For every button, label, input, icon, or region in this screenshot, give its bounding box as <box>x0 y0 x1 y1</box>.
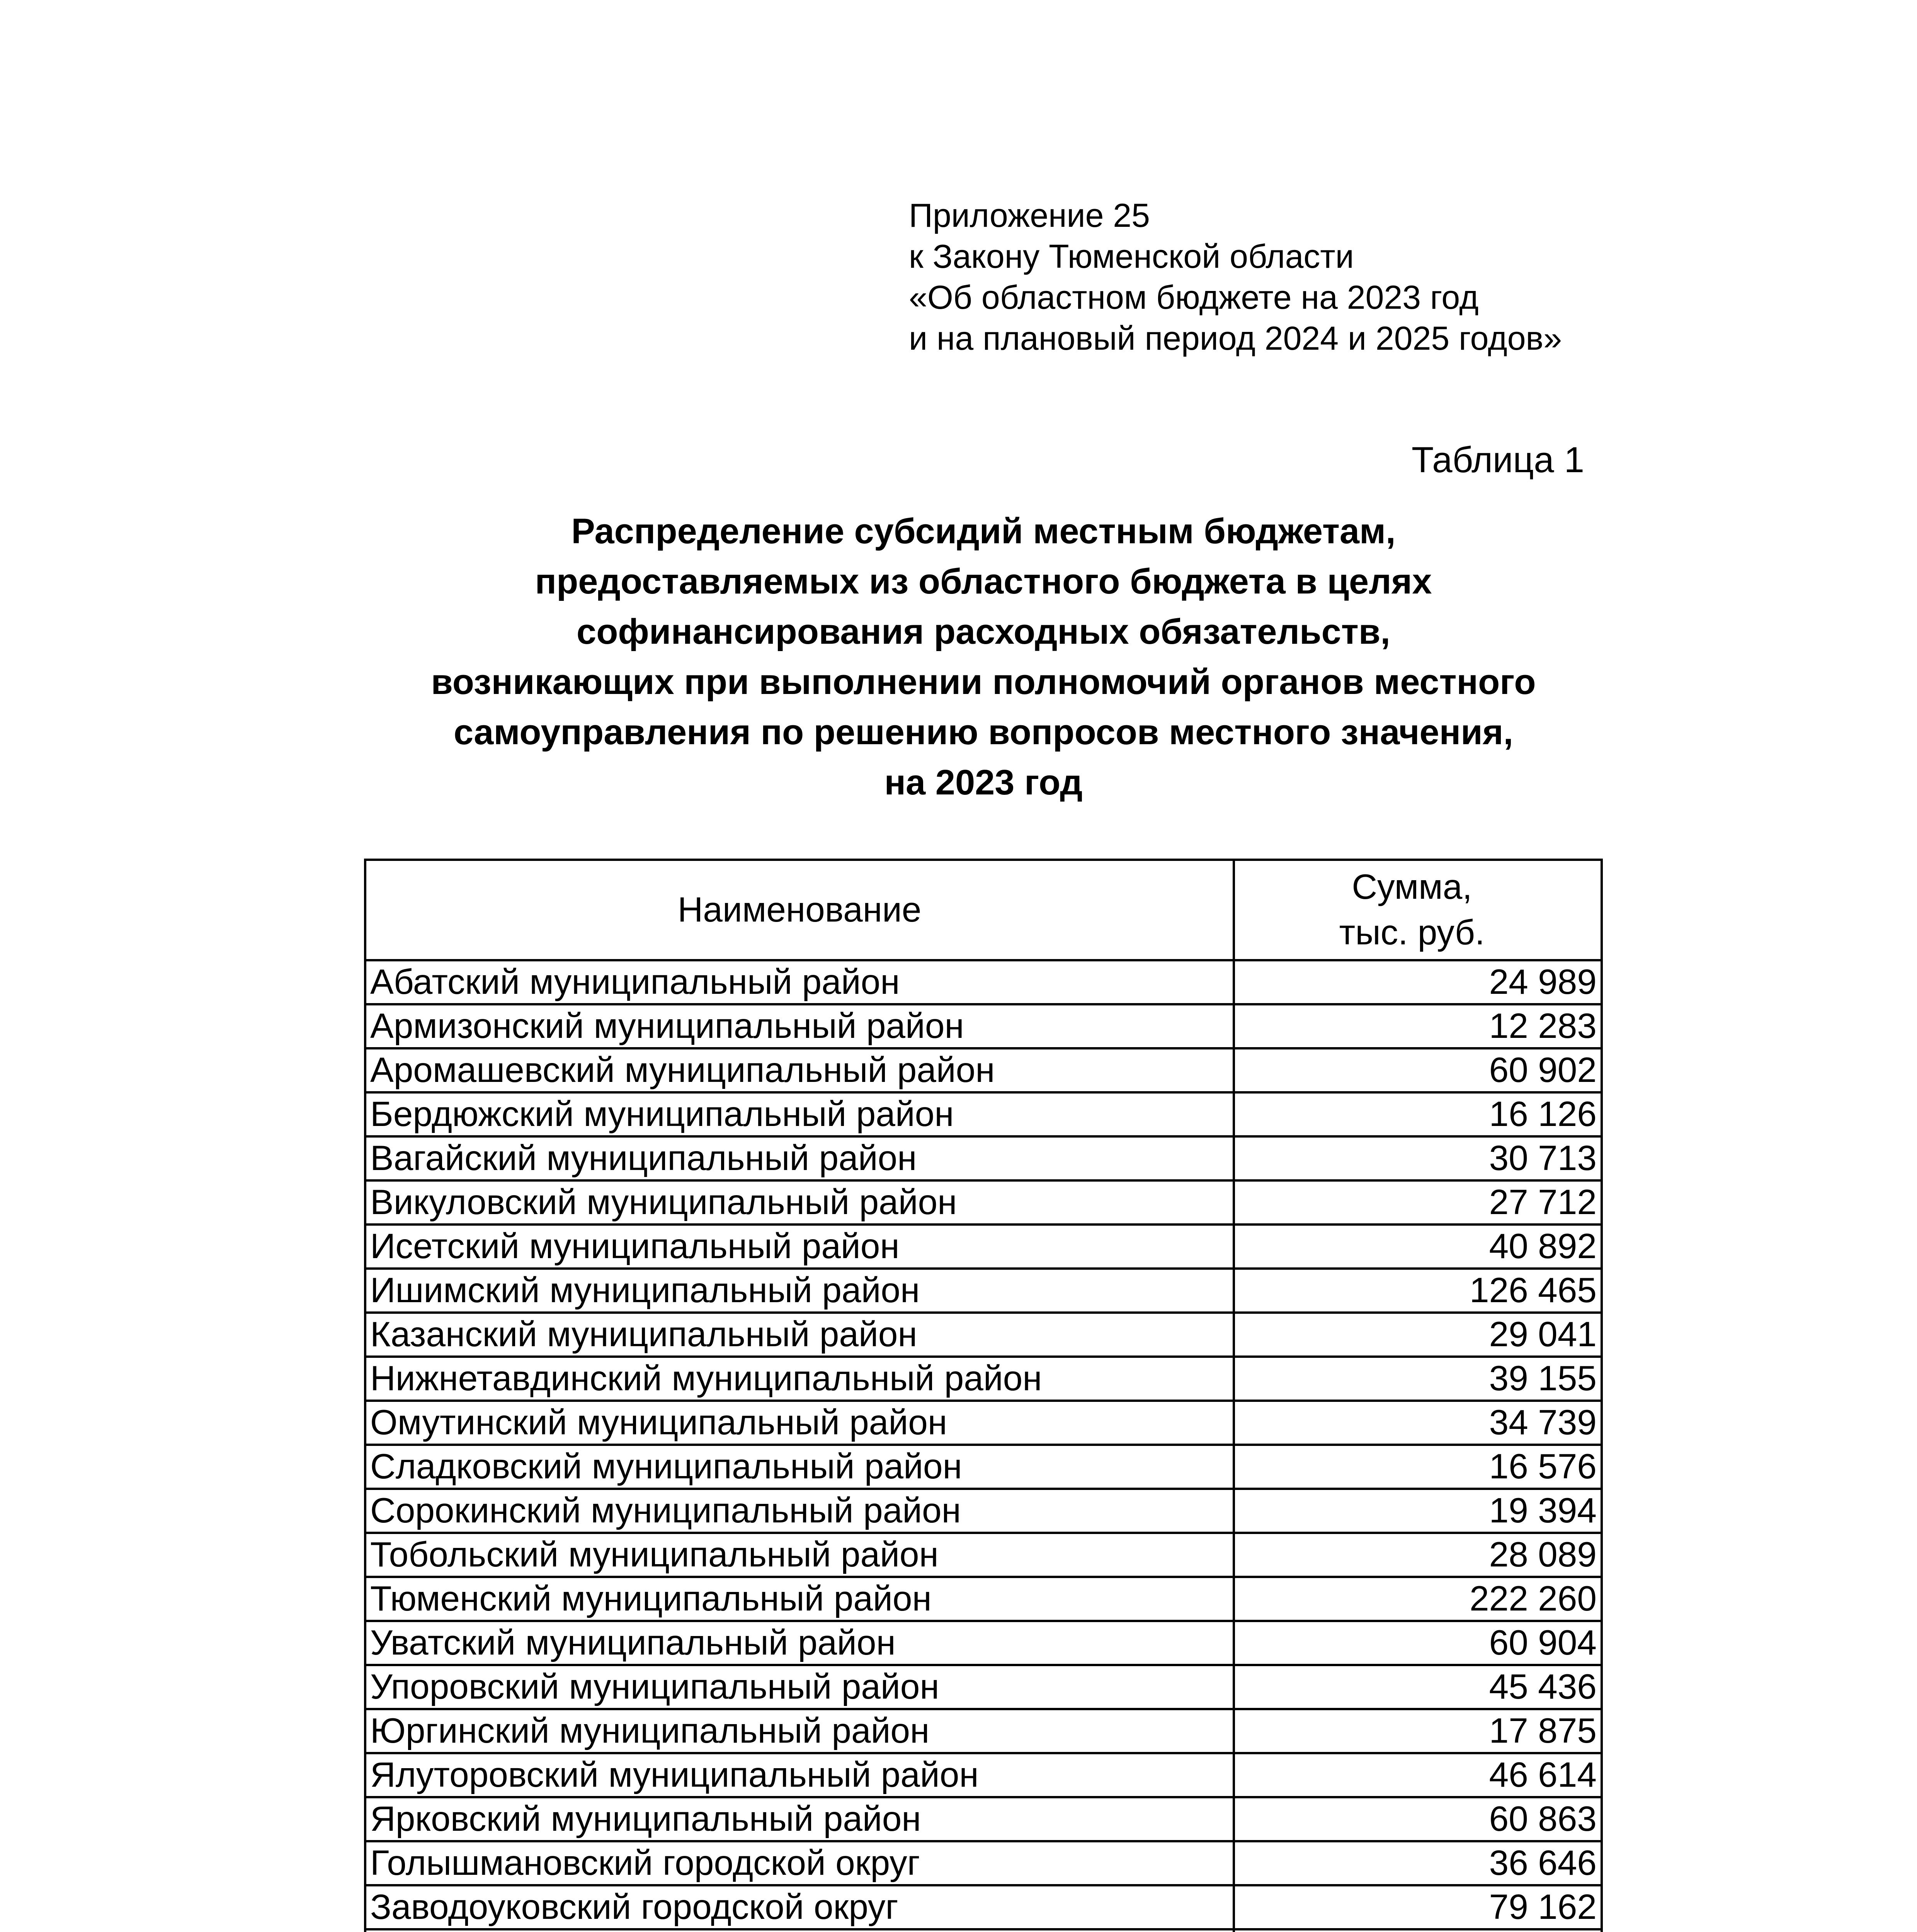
row-sum: 60 863 <box>1234 1797 1602 1841</box>
table-row <box>365 1048 1602 1092</box>
row-sum: 60 904 <box>1234 1621 1602 1665</box>
table-row <box>365 1753 1602 1797</box>
row-name: Уватский муниципальный район <box>365 1621 1234 1665</box>
table-row <box>365 1577 1602 1621</box>
row-sum: 79 162 <box>1234 1885 1602 1929</box>
row-name: Тобольский муниципальный район <box>365 1533 1234 1577</box>
row-sum: 24 989 <box>1234 960 1602 1004</box>
document-title <box>301 506 1665 808</box>
table-row <box>365 1709 1602 1753</box>
row-name: Исетский муниципальный район <box>365 1225 1234 1269</box>
row-name: Сорокинский муниципальный район <box>365 1489 1234 1533</box>
row-name: Вагайский муниципальный район <box>365 1136 1234 1180</box>
subsidy-table <box>364 859 1603 1932</box>
table-row <box>365 1180 1602 1225</box>
row-sum: 39 155 <box>1234 1357 1602 1401</box>
table-row <box>365 1313 1602 1357</box>
row-sum <box>1234 1929 1602 1932</box>
appendix-line: и на плановый период 2024 и 2025 годов» <box>909 320 1562 357</box>
row-name: Ялуторовский муниципальный район <box>365 1753 1234 1797</box>
header-sum-line: Сумма, <box>1352 867 1472 906</box>
table-row <box>365 960 1602 1004</box>
row-name: Аромашевский муниципальный район <box>365 1048 1234 1092</box>
row-name: Сладковский муниципальный район <box>365 1445 1234 1489</box>
table-row <box>365 1841 1602 1885</box>
row-name: Омутинский муниципальный район <box>365 1401 1234 1445</box>
row-name: Викуловский муниципальный район <box>365 1180 1234 1225</box>
row-sum: 30 713 <box>1234 1136 1602 1180</box>
row-sum: 12 283 <box>1234 1004 1602 1048</box>
row-sum: 17 875 <box>1234 1709 1602 1753</box>
row-name: Голышмановский городской округ <box>365 1841 1234 1885</box>
table-row <box>365 1136 1602 1180</box>
table-row <box>365 1621 1602 1665</box>
row-sum: 19 394 <box>1234 1489 1602 1533</box>
appendix-note <box>909 195 1798 359</box>
row-sum: 126 465 <box>1234 1269 1602 1313</box>
table-number: Таблица 1 <box>1412 439 1584 480</box>
table-row <box>365 1092 1602 1136</box>
header-name: Наименование <box>365 860 1234 960</box>
table-row <box>365 1225 1602 1269</box>
table-header-row <box>365 860 1602 960</box>
row-name: Ишимский муниципальный район <box>365 1269 1234 1313</box>
row-sum: 36 646 <box>1234 1841 1602 1885</box>
row-sum: 29 041 <box>1234 1313 1602 1357</box>
row-sum: 16 576 <box>1234 1445 1602 1489</box>
row-name: Тюменский муниципальный район <box>365 1577 1234 1621</box>
row-sum: 46 614 <box>1234 1753 1602 1797</box>
row-sum: 222 260 <box>1234 1577 1602 1621</box>
row-name: Армизонский муниципальный район <box>365 1004 1234 1048</box>
row-sum: 16 126 <box>1234 1092 1602 1136</box>
row-sum: 40 892 <box>1234 1225 1602 1269</box>
row-sum: 28 089 <box>1234 1533 1602 1577</box>
table-row <box>365 1885 1602 1929</box>
table-row <box>365 1929 1602 1932</box>
header-sum-unit: тыс. руб. <box>1339 913 1485 952</box>
table-row <box>365 1665 1602 1709</box>
table-row <box>365 1269 1602 1313</box>
header-sum <box>1234 860 1602 960</box>
table-row <box>365 1533 1602 1577</box>
row-name: Заводоуковский городской округ <box>365 1885 1234 1929</box>
row-name <box>365 1929 1234 1932</box>
title-line: возникающих при выполнении полномочий органов местного <box>431 662 1536 702</box>
appendix-line: Приложение 25 <box>909 197 1150 234</box>
row-name: Казанский муниципальный район <box>365 1313 1234 1357</box>
appendix-line: к Закону Тюменской области <box>909 238 1354 275</box>
title-line: предоставляемых из областного бюджета в целях <box>535 562 1432 601</box>
table-row <box>365 1401 1602 1445</box>
table-row <box>365 1797 1602 1841</box>
appendix-line: «Об областном бюджете на 2023 год <box>909 279 1479 316</box>
row-name: Нижнетавдинский муниципальный район <box>365 1357 1234 1401</box>
table-row <box>365 1445 1602 1489</box>
row-sum: 27 712 <box>1234 1180 1602 1225</box>
title-line: самоуправления по решению вопросов местного значения, <box>453 713 1514 752</box>
row-sum: 45 436 <box>1234 1665 1602 1709</box>
row-name: Абатский муниципальный район <box>365 960 1234 1004</box>
title-line: Распределение субсидий местным бюджетам, <box>571 512 1396 551</box>
row-name: Юргинский муниципальный район <box>365 1709 1234 1753</box>
row-sum: 34 739 <box>1234 1401 1602 1445</box>
table-body <box>365 960 1602 1932</box>
title-line: софинансирования расходных обязательств, <box>577 612 1390 651</box>
row-name: Ярковский муниципальный район <box>365 1797 1234 1841</box>
row-name: Бердюжский муниципальный район <box>365 1092 1234 1136</box>
title-line: на 2023 год <box>884 763 1083 802</box>
table-row <box>365 1357 1602 1401</box>
table-row <box>365 1489 1602 1533</box>
table-row <box>365 1004 1602 1048</box>
row-sum: 60 902 <box>1234 1048 1602 1092</box>
row-name: Упоровский муниципальный район <box>365 1665 1234 1709</box>
